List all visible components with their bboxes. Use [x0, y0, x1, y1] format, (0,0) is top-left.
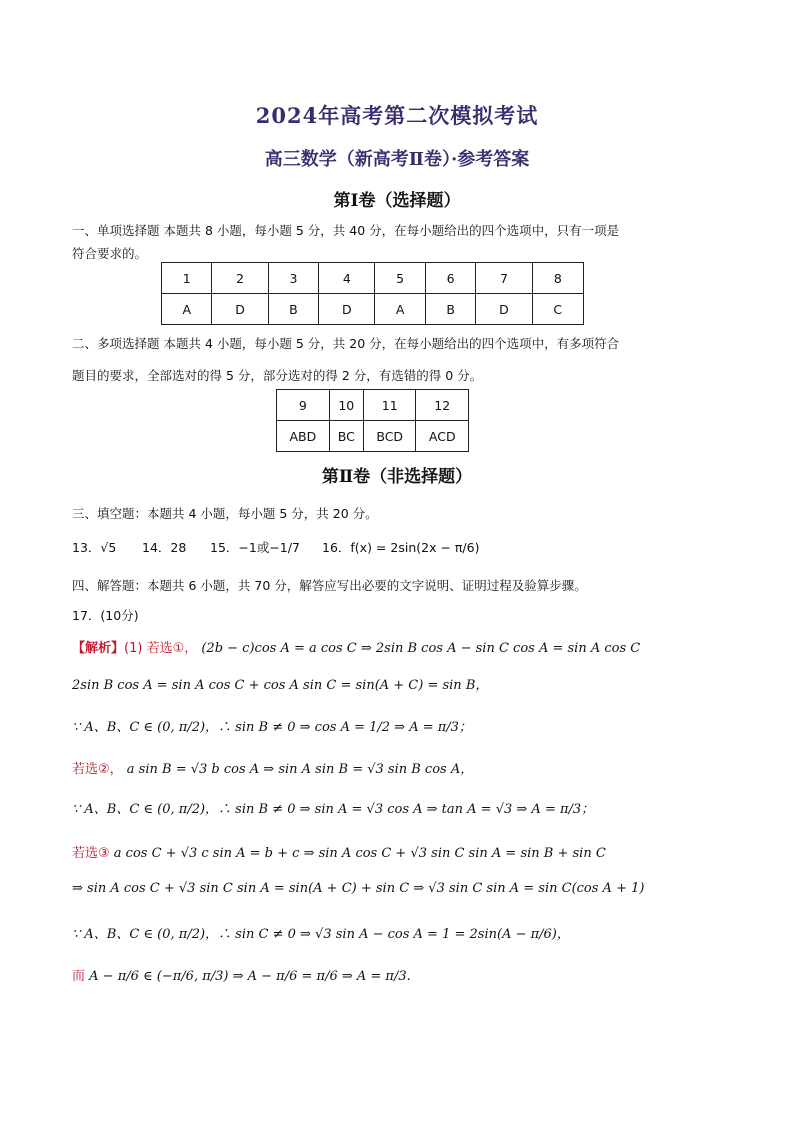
single-choice-intro-line2: 符合要求的。 [72, 246, 148, 261]
solution-label: 【解析】 [72, 641, 125, 656]
solve-intro: 四、解答题：本题共 6 小题，共 70 分，解答应写出必要的文字说明、证明过程及验算步骤。 [72, 578, 587, 593]
fill-in-intro: 三、填空题：本题共 4 小题，每小题 5 分，共 20 分。 [72, 506, 378, 521]
solution-line-5: ∵ A、B、C ∈ (0, π/2)，∴ sin B ≠ 0 ⇒ sin A = √3 cos A ⇒ tan A = √3 ⇒ A = π/3； [72, 802, 595, 817]
table-cell: A [375, 294, 425, 325]
table-cell: D [212, 294, 268, 325]
table-cell: 4 [319, 263, 375, 294]
table-cell: B [268, 294, 319, 325]
table-row-answers [162, 294, 584, 325]
table-cell: 3 [268, 263, 319, 294]
solution-line-7: ⇒ sin A cos C + √3 sin C sin A = sin(A + C) + sin C ⇒ √3 sin C sin A = sin C(cos A + 1) [72, 881, 645, 896]
solution-math: a cos C + √3 c sin A = b + c ⇒ sin A cos C + √3 sin C sin A = sin B + sin C [113, 846, 606, 861]
table-cell: 7 [476, 263, 532, 294]
solution-line-3: ∵ A、B、C ∈ (0, π/2)，∴ sin B ≠ 0 ⇒ cos A = 1/2 ⇒ A = π/3； [72, 720, 472, 735]
table-cell: B [425, 294, 476, 325]
choice-2-prefix: 若选②， [72, 762, 123, 777]
table-cell: 12 [416, 390, 469, 421]
solution-line-6 [72, 842, 606, 861]
solution-line-8: ∵ A、B、C ∈ (0, π/2)，∴ sin C ≠ 0 ⇒ √3 sin A − cos A = 1 = 2sin(A − π/6)， [72, 927, 570, 942]
table-row-numbers [277, 390, 469, 421]
solution-math: a sin B = √3 b cos A ⇒ sin A sin B = √3 sin B cos A， [126, 762, 474, 777]
table-cell: 5 [375, 263, 425, 294]
table-cell: ACD [416, 421, 469, 452]
page-subtitle: 高三数学（新高考Ⅱ卷）·参考答案 [264, 149, 530, 170]
solution-line-2: 2sin B cos A = sin A cos C + cos A sin C = sin(A + C) = sin B， [72, 678, 489, 693]
table-cell: BCD [363, 421, 416, 452]
choice-3-prefix: 若选③ [72, 846, 110, 861]
table-cell: BC [329, 421, 363, 452]
fill-answer-13: 13．√5 [72, 540, 117, 555]
table-cell: 2 [212, 263, 268, 294]
table-cell: 8 [532, 263, 583, 294]
table-cell: A [162, 294, 212, 325]
table-row-answers [277, 421, 469, 452]
solution-line-1 [72, 637, 640, 656]
multi-choice-answer-table [276, 389, 469, 452]
page-title: 2024年高考第二次模拟考试 [255, 103, 539, 128]
table-cell: 10 [329, 390, 363, 421]
choice-1-prefix: (1) 若选①， [124, 641, 198, 656]
fill-answer-14: 14．28 [142, 540, 187, 555]
multi-choice-intro-line1: 二、多项选择题 本题共 4 小题，每小题 5 分，共 20 分，在每小题给出的四个选项中，有多项符合 [72, 336, 620, 351]
table-cell: D [319, 294, 375, 325]
part2-heading: 第Ⅱ卷（非选择题） [321, 467, 473, 487]
question-17-header: 17．(10分) [72, 608, 139, 623]
solution-line-4 [72, 758, 473, 777]
table-cell: D [476, 294, 532, 325]
table-cell: ABD [277, 421, 330, 452]
table-cell: C [532, 294, 583, 325]
fill-answer-15: 15．−1或−1/7 [210, 540, 300, 555]
solution-line-9 [72, 965, 411, 984]
table-row-numbers [162, 263, 584, 294]
table-cell: 11 [363, 390, 416, 421]
table-cell: 6 [425, 263, 476, 294]
multi-choice-intro-line2: 题目的要求，全部选对的得 5 分，部分选对的得 2 分，有选错的得 0 分。 [72, 368, 483, 383]
table-cell: 9 [277, 390, 330, 421]
table-cell: 1 [162, 263, 212, 294]
solution-math: A − π/6 ∈ (−π/6, π/3) ⇒ A − π/6 = π/6 ⇒ A = π/3. [89, 969, 411, 984]
part1-heading: 第Ⅰ卷（选择题） [333, 191, 461, 211]
solution-math: (2b − c)cos A = a cos C ⇒ 2sin B cos A − sin C cos A = sin A cos C [201, 641, 641, 656]
single-choice-answer-table [161, 262, 584, 325]
fill-answer-16: 16．f(x) = 2sin(2x − π/6) [322, 540, 480, 555]
single-choice-intro-line1: 一、单项选择题 本题共 8 小题，每小题 5 分，共 40 分，在每小题给出的四个选项中，只有一项是 [72, 223, 620, 238]
conclusion-prefix: 而 [72, 969, 86, 984]
